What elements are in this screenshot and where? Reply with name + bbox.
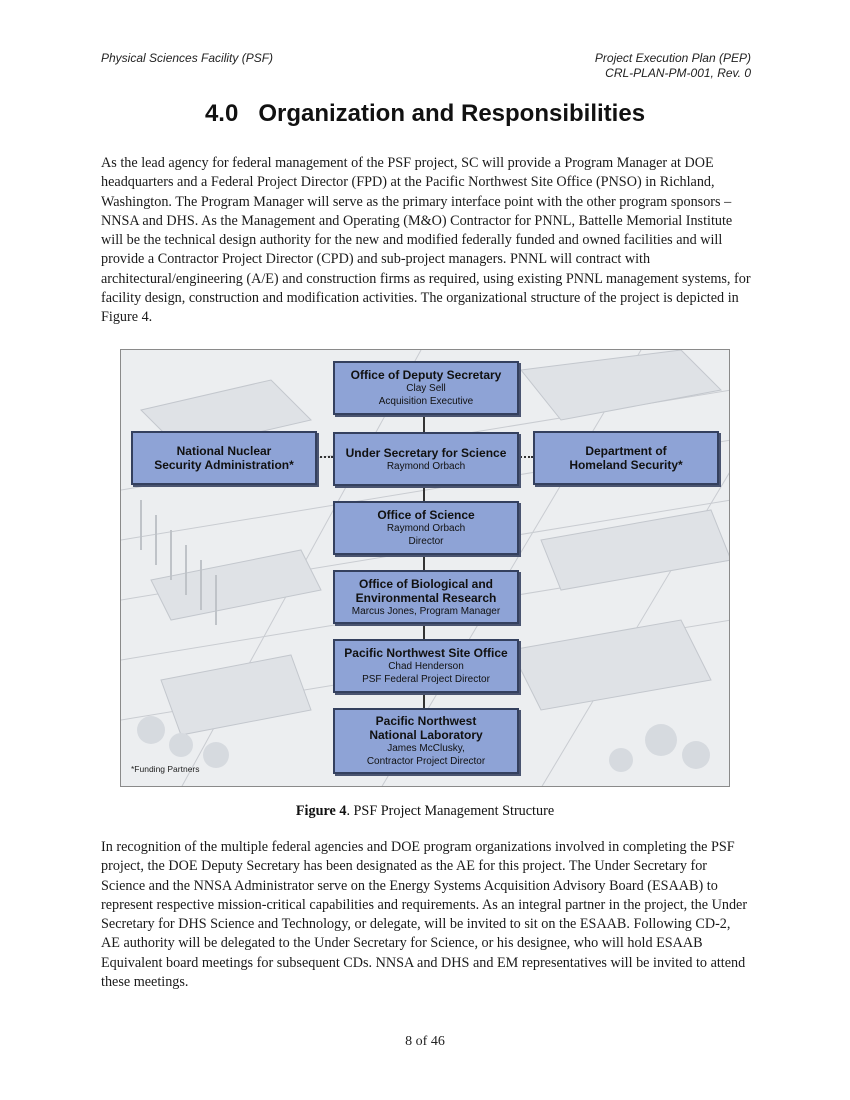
org-role: Acquisition Executive — [378, 396, 474, 407]
org-name: National Nuclear — [176, 444, 272, 458]
recognition-paragraph: In recognition of the multiple federal agencies and DOE program organizations involved in completing the PSF project, the DOE Deputy Secretary has been designated as the AE for this project. The Under Secretary for Science and the NNSA Administrator serve on the Energy Systems Acquisition Advisory Board (ESAAB) to represent respective mission-critical capabilities and requirements. As an integral partner in the project, the Under Secretary for DHS Science and Technology, or delegate, will be invited to sit on the ESAAB. Following CD-2, AE authority will be delegated to the Under Secretary for Science, or his designee, who will hold ESAAB Equivalent board meetings for subsequent CDs. NNSA and DHS and EM representatives will be invited to attend these meetings. — [101, 839, 748, 991]
connector-science-to-ober — [423, 555, 425, 570]
header-plan-number: CRL-PLAN-PM-001, Rev. 0 — [605, 66, 751, 80]
org-role: PSF Federal Project Director — [362, 674, 490, 685]
org-box-dhs — [533, 431, 719, 485]
connector-pnso-to-pnnl — [423, 693, 425, 708]
header-plan-title: Project Execution Plan (PEP) — [594, 51, 751, 65]
page-number: 8 of 46 — [405, 1034, 445, 1049]
figure-caption — [0, 803, 850, 820]
org-person: Chad Henderson — [388, 661, 464, 672]
connector-ober-to-pnso — [423, 624, 425, 639]
org-name: Office of Biological and — [358, 576, 493, 591]
org-chart-figure — [120, 349, 730, 787]
header-document-id — [595, 51, 751, 81]
dotted-link-nnsa — [317, 456, 333, 458]
org-person: James McClusky, — [387, 743, 465, 754]
connector-deputy-to-under — [423, 415, 425, 432]
dotted-link-dhs — [517, 456, 533, 458]
org-role: Director — [408, 536, 444, 547]
org-name: Environmental Research — [355, 590, 497, 605]
section-title: 4.0 Organization and Responsibilities — [204, 100, 646, 127]
figure-caption-text: . PSF Project Management Structure — [346, 803, 555, 819]
org-box-under-secretary — [333, 432, 519, 486]
org-name: Pacific Northwest — [375, 714, 477, 728]
org-name: Department of — [585, 444, 667, 458]
connector-under-to-science — [423, 486, 425, 501]
org-name: Security Administration* — [154, 458, 294, 472]
org-name: Pacific Northwest Site Office — [344, 646, 508, 660]
figure-label: Figure 4 — [295, 803, 347, 819]
org-box-deputy-secretary — [333, 361, 519, 415]
org-name: Office of Deputy Secretary — [350, 368, 502, 382]
org-role: Contractor Project Director — [366, 756, 486, 767]
org-box-nnsa — [131, 431, 317, 485]
org-person: Raymond Orbach — [386, 460, 466, 472]
funding-partners-footnote: *Funding Partners — [131, 764, 200, 774]
org-person: Marcus Jones, Program Manager — [351, 605, 501, 617]
intro-paragraph: As the lead agency for federal management of the PSF project, SC will provide a Program Manager at DOE headquarters and a Federal Project Director (FPD) at the Pacific Northwest Site Office (PNSO) in Richland, Washington. The Program Manager will serve as the primary interface point with the other program sponsors – NNSA and DHS. As the Management and Operating (M&O) Contractor for PNNL, Battelle Memorial Institute will be the technical design authority for the new and modified federally funded and owned facilities and will provide a Contractor Project Director (CPD) and sub-project managers. PNNL will contract with architectural/engineering (A/E) and construction firms as required, using existing PNNL management systems, for facility design, construction and modification activities. The organizational structure of the project is depicted in Figure 4. — [101, 155, 751, 326]
org-box-ober — [333, 570, 519, 624]
header-facility-name: Physical Sciences Facility (PSF) — [101, 51, 274, 65]
org-box-office-of-science — [333, 501, 519, 555]
org-name: Office of Science — [377, 508, 475, 522]
org-name: Under Secretary for Science — [345, 445, 507, 460]
org-name: Homeland Security* — [569, 458, 683, 472]
org-box-pnnl — [333, 708, 519, 774]
org-person: Clay Sell — [406, 383, 446, 394]
org-person: Raymond Orbach — [386, 523, 466, 534]
org-box-pnso — [333, 639, 519, 693]
org-name: National Laboratory — [369, 728, 483, 742]
